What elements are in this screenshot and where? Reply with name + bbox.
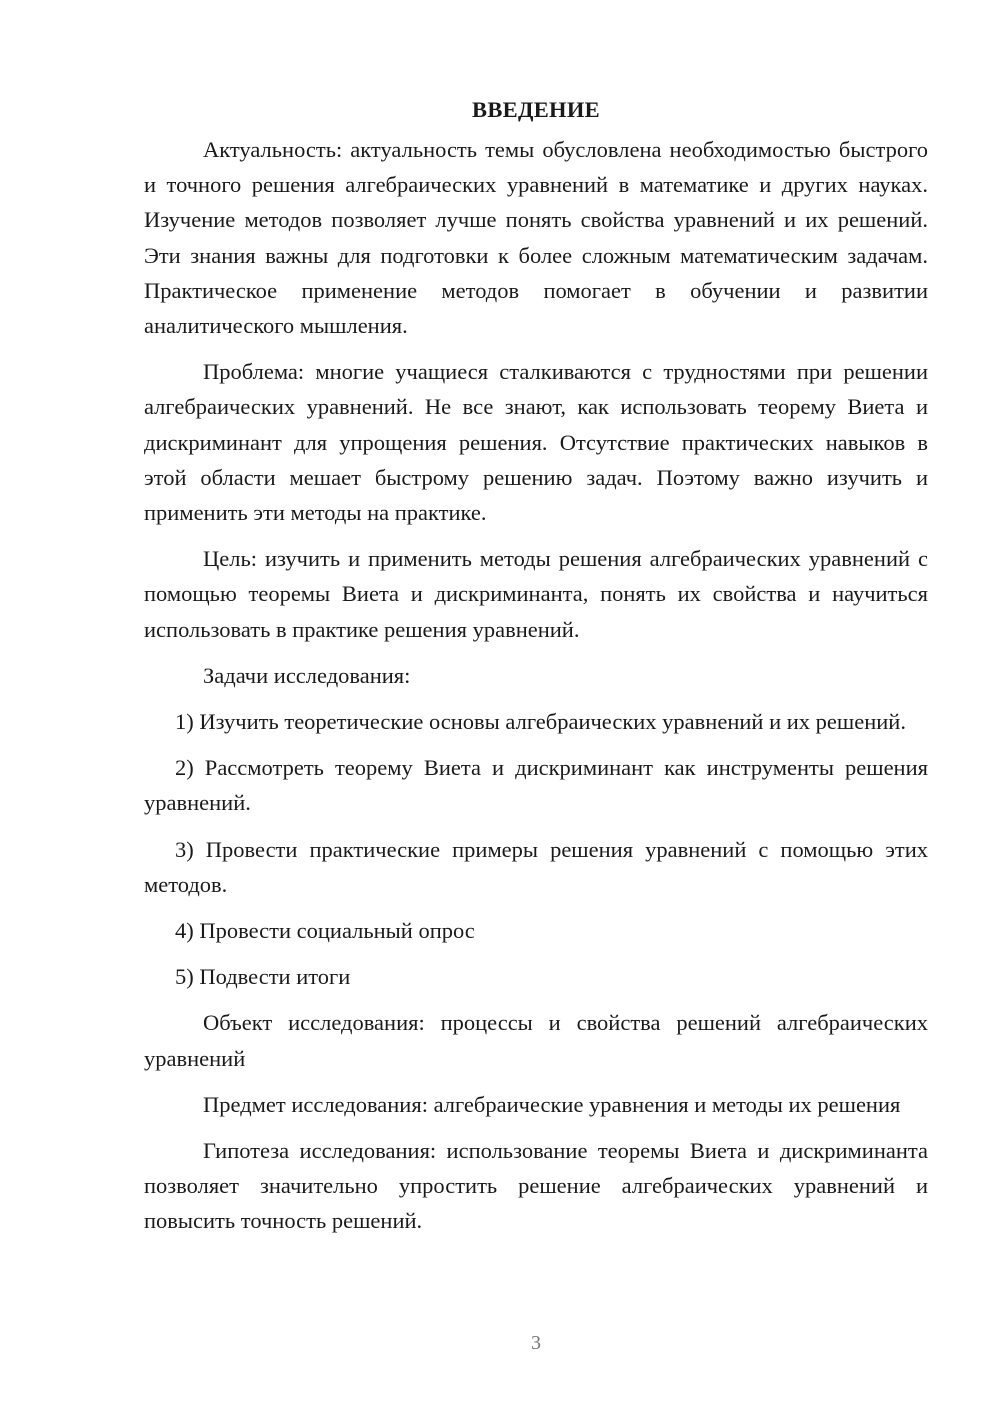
page-number: 3 <box>531 1332 541 1354</box>
goal-paragraph: Цель: изучить и применить методы решения алгебраических уравнений с помощью теоремы Виета и дискриминанта, понять их свойства и научиться использовать в практике решения уравнений. <box>144 546 928 642</box>
task-item-2: 2) Рассмотреть теорему Виета и дискриминант как инструменты решения уравнений. <box>144 755 928 816</box>
object-paragraph: Объект исследования: процессы и свойства решений алгебраических уравнений <box>144 1010 928 1071</box>
tasks-heading: Задачи исследования: <box>203 662 411 688</box>
document-page <box>144 92 928 1239</box>
task-item-1: 1) Изучить теоретические основы алгебраических уравнений и их решений. <box>175 709 906 735</box>
hypothesis-paragraph: Гипотеза исследования: использование теоремы Виета и дискриминанта позволяет значительно упростить решение алгебраических уравнений и повысить точность решений. <box>144 1138 928 1234</box>
section-title: ВВЕДЕНИЕ <box>472 97 600 122</box>
task-item-5: 5) Подвести итоги <box>175 964 351 990</box>
subject-paragraph: Предмет исследования: алгебраические уравнения и методы их решения <box>203 1091 901 1117</box>
relevance-paragraph: Актуальность: актуальность темы обусловлена необходимостью быстрого и точного решения алгебраических уравнений в математике и других науках. Изучение методов позволяет лучше понять свойства уравнений и их решений. Эти знания важны для подготовки к более сложным математическим задачам. Практическое применение методов помогает в обучении и развитии аналитического мышления. <box>144 137 928 339</box>
task-item-4: 4) Провести социальный опрос <box>175 918 475 944</box>
task-item-3: 3) Провести практические примеры решения уравнений с помощью этих методов. <box>144 836 928 897</box>
problem-paragraph: Проблема: многие учащиеся сталкиваются с трудностями при решении алгебраических уравнений. Не все знают, как использовать теорему Виета и дискриминант для упрощения решения. Отсутствие практических навыков в этой области мешает быстрому решению задач. Поэтому важно изучить и применить эти методы на практике. <box>144 359 928 526</box>
